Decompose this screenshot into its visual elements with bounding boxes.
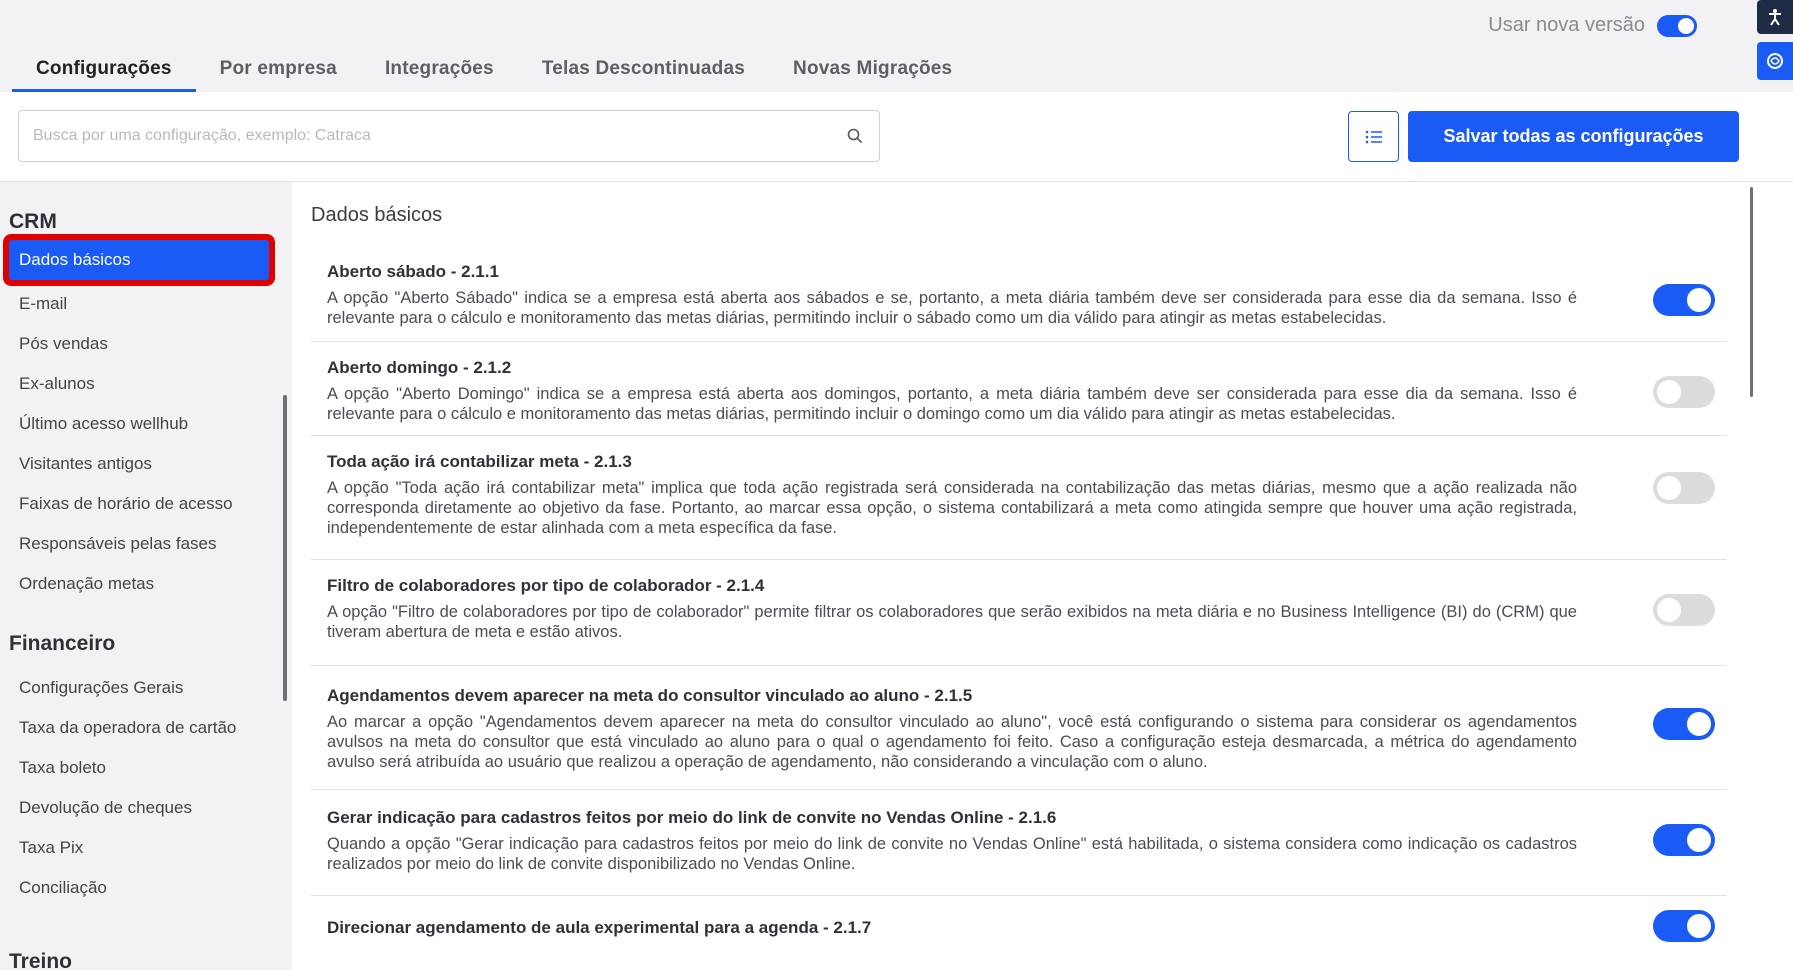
new-version-switch <box>1488 14 1697 37</box>
sidebar-item-taxa-pix[interactable]: Taxa Pix <box>19 838 84 857</box>
setting-row <box>311 666 1727 790</box>
setting-name: Toda ação irá contabilizar meta - 2.1.3 <box>327 452 632 471</box>
setting-toggle[interactable] <box>1653 284 1715 316</box>
list-view-button[interactable] <box>1348 111 1399 162</box>
sidebar-item-pos-vendas[interactable]: Pós vendas <box>19 334 108 353</box>
sidebar-item-dados-basicos[interactable]: Dados básicos <box>9 240 269 280</box>
setting-toggle[interactable] <box>1653 472 1715 504</box>
sidebar-section-crm: CRM <box>9 210 57 233</box>
setting-row <box>311 248 1727 342</box>
setting-row <box>311 896 1727 970</box>
new-version-label: Usar nova versão <box>1488 14 1645 36</box>
sidebar-item-faixas-horario[interactable]: Faixas de horário de acesso <box>19 494 233 513</box>
tab-integracoes[interactable]: Integrações <box>384 58 494 79</box>
setting-name: Aberto domingo - 2.1.2 <box>327 358 512 377</box>
setting-description: Quando a opção "Gerar indicação para cadastros feitos por meio do link de convite no Vendas Online" está habilitada, o sistema considera como indicação os cadastros realizados por meio do link de convite disponibilizado no Vendas Online. <box>327 835 1577 873</box>
setting-name: Gerar indicação para cadastros feitos por meio do link de convite no Vendas Online - 2.1.6 <box>327 808 1057 827</box>
setting-row <box>311 436 1727 560</box>
setting-description: A opção "Toda ação irá contabilizar meta" implica que toda ação registrada será considerada na contabilização das metas diárias, mesmo que a ação realizada não corresponda diretamente ao objetivo da fase. Portanto, ao marcar essa opção, o sistema contabilizará a meta como atingida sempre que houver uma ação registrada, independentemente de estar alinhada com a meta específica da fase. <box>327 479 1577 537</box>
setting-toggle[interactable] <box>1653 594 1715 626</box>
settings-panel <box>292 182 1756 970</box>
setting-description: A opção "Aberto Domingo" indica se a empresa está aberta aos domingos, portanto, a meta diária também deve ser considerada para esse dia da semana. Isso é relevante para o cálculo e monitoramento das metas diárias, permitindo incluir o domingo como um dia válido para atingir as metas estabelecidas. <box>327 385 1577 423</box>
sidebar-item-responsaveis-fases[interactable]: Responsáveis pelas fases <box>19 534 217 553</box>
setting-name: Agendamentos devem aparecer na meta do consultor vinculado ao aluno - 2.1.5 <box>327 686 973 705</box>
setting-toggle[interactable] <box>1653 708 1715 740</box>
setting-row <box>311 560 1727 666</box>
sidebar-item-configuracoes-gerais[interactable]: Configurações Gerais <box>19 678 184 697</box>
new-version-toggle[interactable] <box>1657 15 1697 37</box>
setting-toggle[interactable] <box>1653 376 1715 408</box>
setting-description: A opção "Filtro de colaboradores por tipo de colaborador" permite filtrar os colaboradores que serão exibidos na meta diária e no Business Intelligence (BI) do (CRM) que tiveram abertura de meta e estão ativos. <box>327 603 1577 641</box>
sidebar-item-ordenacao-metas[interactable]: Ordenação metas <box>19 574 155 593</box>
sidebar-scrollbar[interactable] <box>283 395 287 701</box>
setting-description: A opção "Aberto Sábado" indica se a empresa está aberta aos sábados e se, portanto, a meta diária também deve ser considerada para esse dia da semana. Isso é relevante para o cálculo e monitoramento das metas diárias, permitindo incluir o sábado como um dia válido para atingir as metas estabelecidas. <box>327 289 1577 327</box>
setting-toggle[interactable] <box>1653 824 1715 856</box>
sidebar-section-treino: Treino <box>9 950 73 970</box>
setting-name: Direcionar agendamento de aula experimental para a agenda - 2.1.7 <box>327 918 872 937</box>
sidebar-item-ex-alunos[interactable]: Ex-alunos <box>19 374 95 393</box>
chat-assistant-icon[interactable] <box>1757 42 1793 80</box>
search-icon[interactable] <box>831 128 879 144</box>
list-icon <box>1365 130 1383 144</box>
section-title: Dados básicos <box>311 204 443 226</box>
tab-por-empresa[interactable]: Por empresa <box>219 58 337 79</box>
tab-configuracoes[interactable]: Configurações <box>12 50 196 92</box>
toolbar <box>0 92 1793 182</box>
sidebar-item-conciliacao[interactable]: Conciliação <box>19 878 107 897</box>
top-bar <box>0 0 1793 92</box>
tab-telas-descontinuadas[interactable]: Telas Descontinuadas <box>541 58 746 79</box>
setting-description: Ao marcar a opção "Agendamentos devem aparecer na meta do consultor vinculado ao aluno", você está configurando o sistema para considerar os agendamentos avulsos na meta do consultor que está vinculado ao aluno para o qual o agendamento foi feito. Caso a configuração esteja desmarcada, a métrica do agendamento avulso será atribuída ao usuário que realizou a operação de agendamento, não considerando a vinculação com o aluno. <box>327 713 1577 771</box>
content-scrollbar[interactable] <box>1750 187 1753 397</box>
tab-novas-migracoes[interactable]: Novas Migrações <box>793 58 953 79</box>
tabs-bar <box>12 50 976 92</box>
sidebar <box>0 182 292 970</box>
setting-row <box>311 342 1727 436</box>
setting-name: Filtro de colaboradores por tipo de colaborador - 2.1.4 <box>327 576 765 595</box>
sidebar-item-devolucao-cheques[interactable]: Devolução de cheques <box>19 798 192 817</box>
sidebar-item-email[interactable]: E-mail <box>19 294 68 313</box>
setting-toggle[interactable] <box>1653 910 1715 942</box>
search-input[interactable] <box>19 111 831 161</box>
search-box <box>18 110 880 162</box>
sidebar-item-taxa-operadora[interactable]: Taxa da operadora de cartão <box>19 718 237 737</box>
setting-row <box>311 790 1727 896</box>
accessibility-icon[interactable] <box>1757 0 1793 34</box>
sidebar-item-ultimo-acesso-wellhub[interactable]: Último acesso wellhub <box>19 414 189 433</box>
setting-name: Aberto sábado - 2.1.1 <box>327 262 499 281</box>
sidebar-section-financeiro: Financeiro <box>9 632 116 655</box>
sidebar-item-visitantes-antigos[interactable]: Visitantes antigos <box>19 454 152 473</box>
sidebar-item-taxa-boleto[interactable]: Taxa boleto <box>19 758 106 777</box>
save-all-button[interactable]: Salvar todas as configurações <box>1408 111 1739 162</box>
